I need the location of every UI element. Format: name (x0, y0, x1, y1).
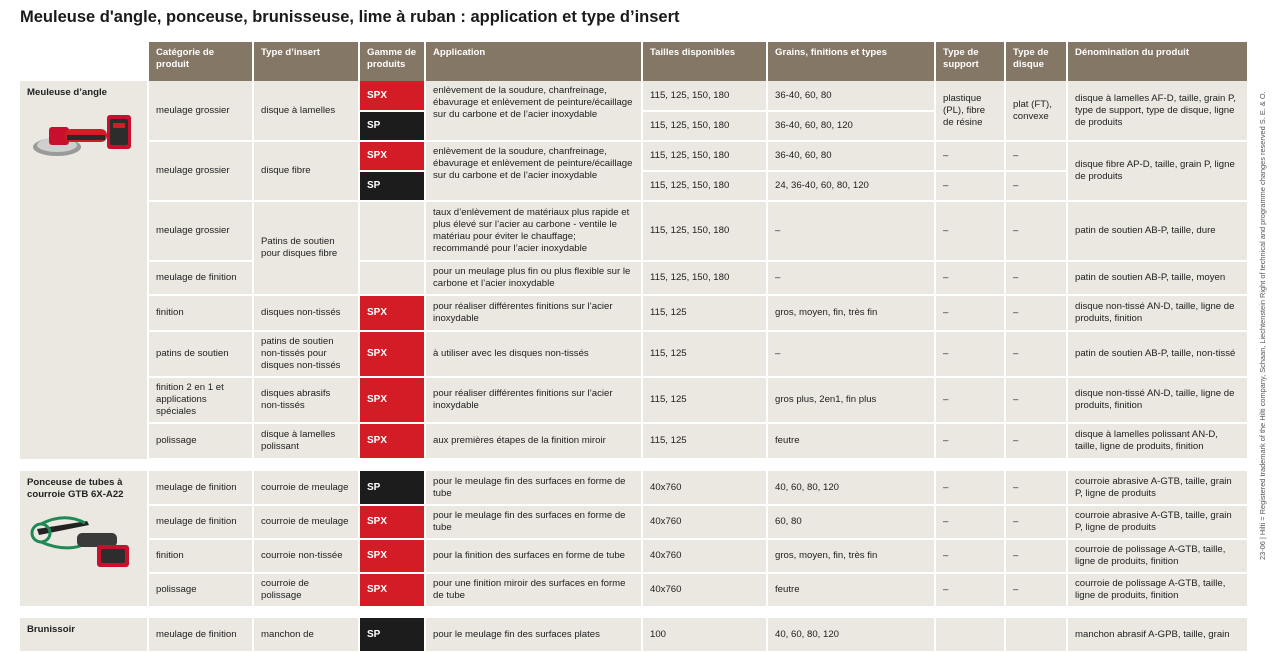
cell-application: enlèvement de la soudure, chanfreinage, ébavurage et enlèvement de peinture/écaillage sur du carbone et de l’acier inoxydable (425, 141, 642, 201)
cell-categorie: finition (148, 295, 253, 331)
cell-tailles: 40x760 (642, 539, 767, 573)
cell-type-insert: disque fibre (253, 141, 359, 201)
cell-grains: 36-40, 60, 80 (767, 141, 935, 171)
cell-type-support: – (935, 573, 1005, 607)
cell-gamme (359, 261, 425, 295)
cell-grains: 60, 80 (767, 505, 935, 539)
header-row (20, 42, 1247, 81)
header-gamme: Gamme de produits (359, 42, 425, 81)
cell-tailles: 115, 125, 150, 180 (642, 81, 767, 111)
cell-type-disque: – (1005, 471, 1067, 505)
header-type-support: Type de support (935, 42, 1005, 81)
table-row (20, 81, 1247, 111)
cell-tailles: 40x760 (642, 505, 767, 539)
gamme-badge-spx: SPX (359, 81, 425, 111)
cell-tailles: 100 (642, 618, 767, 652)
group-cell-angle (20, 81, 148, 460)
header-denomination: Dénomination du produit (1067, 42, 1247, 81)
cell-grains: feutre (767, 573, 935, 607)
cell-grains: 24, 36-40, 60, 80, 120 (767, 171, 935, 201)
cell-tailles: 40x760 (642, 573, 767, 607)
gamme-badge-spx: SPX (359, 377, 425, 423)
cell-type-support: – (935, 539, 1005, 573)
cell-type-disque: – (1005, 141, 1067, 171)
cell-gamme (359, 201, 425, 261)
cell-type-support: – (935, 423, 1005, 459)
cell-grains: 40, 60, 80, 120 (767, 618, 935, 652)
cell-categorie: finition (148, 539, 253, 573)
cell-categorie: meulage grossier (148, 81, 253, 141)
cell-type-disque: – (1005, 423, 1067, 459)
cell-application: pour la finition des surfaces en forme de tube (425, 539, 642, 573)
table-row (20, 201, 1247, 261)
cell-grains: – (767, 331, 935, 377)
cell-categorie: meulage de finition (148, 471, 253, 505)
cell-denomination: patin de soutien AB-P, taille, non-tissé (1067, 331, 1247, 377)
cell-type-insert: manchon de (253, 618, 359, 652)
cell-type-disque: – (1005, 539, 1067, 573)
gamme-badge-sp: SP (359, 471, 425, 505)
insert-table (20, 42, 1247, 653)
cell-tailles: 115, 125, 150, 180 (642, 171, 767, 201)
cell-denomination: patin de soutien AB-P, taille, dure (1067, 201, 1247, 261)
cell-tailles: 115, 125, 150, 180 (642, 261, 767, 295)
cell-application: pour réaliser différentes finitions sur l’acier inoxydable (425, 295, 642, 331)
cell-categorie: finition 2 en 1 et applications spéciales (148, 377, 253, 423)
table-row (20, 141, 1247, 171)
cell-type-support: – (935, 331, 1005, 377)
cell-grains: 36-40, 60, 80, 120 (767, 111, 935, 141)
gamme-badge-spx: SPX (359, 295, 425, 331)
cell-type-support: – (935, 505, 1005, 539)
cell-categorie: polissage (148, 423, 253, 459)
group-label: Meuleuse d’angle (27, 87, 107, 98)
header-blank (20, 42, 148, 81)
cell-application: pour un meulage plus fin ou plus flexible sur le carbone et l’acier inoxydable (425, 261, 642, 295)
cell-denomination: disque fibre AP-D, taille, grain P, ligne de produits (1067, 141, 1247, 201)
cell-grains: 40, 60, 80, 120 (767, 471, 935, 505)
gamme-badge-sp: SP (359, 111, 425, 141)
cell-type-support (935, 618, 1005, 652)
cell-grains: gros plus, 2en1, fin plus (767, 377, 935, 423)
cell-type-insert: disque à lamelles polissant (253, 423, 359, 459)
cell-application: à utiliser avec les disques non-tissés (425, 331, 642, 377)
cell-type-support: – (935, 141, 1005, 171)
table-row (20, 423, 1247, 459)
gamme-badge-sp: SP (359, 618, 425, 652)
group-gap (20, 607, 1247, 618)
header-grains: Grains, finitions et types (767, 42, 935, 81)
group-label: Ponceuse de tubes à courroie GTB 6X-A22 (27, 477, 124, 500)
cell-type-support: – (935, 377, 1005, 423)
table-row (20, 505, 1247, 539)
cell-tailles: 115, 125 (642, 295, 767, 331)
cell-application: pour le meulage fin des surfaces plates (425, 618, 642, 652)
table-row (20, 573, 1247, 607)
cell-type-insert: courroie de meulage (253, 471, 359, 505)
cell-denomination: disque à lamelles polissant AN-D, taille, ligne de produits, finition (1067, 423, 1247, 459)
cell-tailles: 115, 125, 150, 180 (642, 201, 767, 261)
cell-type-disque: – (1005, 377, 1067, 423)
gamme-badge-spx: SPX (359, 539, 425, 573)
cell-grains: gros, moyen, fin, très fin (767, 539, 935, 573)
cell-denomination: manchon abrasif A-GPB, taille, grain (1067, 618, 1247, 652)
cell-denomination: courroie de polissage A-GTB, taille, ligne de produits, finition (1067, 539, 1247, 573)
header-tailles: Tailles disponibles (642, 42, 767, 81)
gamme-badge-spx: SPX (359, 505, 425, 539)
cell-type-disque: – (1005, 331, 1067, 377)
cell-application: pour une finition miroir des surfaces en forme de tube (425, 573, 642, 607)
cell-type-insert: courroie non-tissée (253, 539, 359, 573)
table-row (20, 377, 1247, 423)
cell-type-disque: – (1005, 171, 1067, 201)
cell-grains: gros, moyen, fin, très fin (767, 295, 935, 331)
table-row (20, 618, 1247, 652)
cell-tailles: 40x760 (642, 471, 767, 505)
cell-grains: feutre (767, 423, 935, 459)
cell-grains: 36-40, 60, 80 (767, 81, 935, 111)
cell-type-disque: – (1005, 573, 1067, 607)
cell-type-disque (1005, 618, 1067, 652)
cell-application: pour le meulage fin des surfaces en forme de tube (425, 471, 642, 505)
cell-categorie: meulage grossier (148, 201, 253, 261)
side-note-text: 23-06 | Hilti = Registered trademark of the Hilti company, Schaan, Liechtenstein Right of technical and programme changes reserved S. E. & O. (1258, 91, 1267, 560)
header-type-insert: Type d’insert (253, 42, 359, 81)
page-title: Meuleuse d'angle, ponceuse, brunisseuse, lime à ruban : application et type d’insert (20, 8, 680, 26)
table-row (20, 539, 1247, 573)
header-categorie: Catégorie de produit (148, 42, 253, 81)
gamme-badge-sp: SP (359, 171, 425, 201)
cell-denomination: disque à lamelles AF-D, taille, grain P, type de support, type de disque, ligne de produits (1067, 81, 1247, 141)
cell-tailles: 115, 125 (642, 377, 767, 423)
cell-categorie: patins de soutien (148, 331, 253, 377)
cell-denomination: disque non-tissé AN-D, taille, ligne de produits, finition (1067, 295, 1247, 331)
cell-tailles: 115, 125, 150, 180 (642, 141, 767, 171)
cell-grains: – (767, 201, 935, 261)
cell-application: pour le meulage fin des surfaces en forme de tube (425, 505, 642, 539)
cell-type-insert: courroie de polissage (253, 573, 359, 607)
cell-denomination: courroie de polissage A-GTB, taille, ligne de produits, finition (1067, 573, 1247, 607)
cell-categorie: polissage (148, 573, 253, 607)
cell-type-disque: – (1005, 201, 1067, 261)
cell-type-insert: disque à lamelles (253, 81, 359, 141)
header-type-disque: Type de disque (1005, 42, 1067, 81)
cell-denomination: disque non-tissé AN-D, taille, ligne de produits, finition (1067, 377, 1247, 423)
cell-type-insert: patins de soutien non-tissés pour disques non-tissés (253, 331, 359, 377)
cell-application: taux d’enlèvement de matériaux plus rapide et plus élevé sur l’acier au carbone - ventile le matériau pour éviter le chauffage; recommandé pour l’acier inoxydable (425, 201, 642, 261)
cell-tailles: 115, 125, 150, 180 (642, 111, 767, 141)
cell-type-insert: courroie de meulage (253, 505, 359, 539)
cell-type-support: plastique (PL), fibre de résine (935, 81, 1005, 141)
group-cell-brun: Brunissoir (20, 618, 148, 652)
table-row (20, 331, 1247, 377)
cell-tailles: 115, 125 (642, 331, 767, 377)
gamme-badge-spx: SPX (359, 141, 425, 171)
cell-type-insert: disques abrasifs non-tissés (253, 377, 359, 423)
cell-type-disque: – (1005, 261, 1067, 295)
gamme-badge-spx: SPX (359, 573, 425, 607)
table-row (20, 471, 1247, 505)
table-row (20, 261, 1247, 295)
cell-categorie: meulage de finition (148, 618, 253, 652)
cell-tailles: 115, 125 (642, 423, 767, 459)
belt-sander-icon (27, 511, 137, 581)
group-gap (20, 460, 1247, 471)
cell-type-insert: Patins de soutien pour disques fibre (253, 201, 359, 295)
cell-grains: – (767, 261, 935, 295)
cell-type-disque: – (1005, 505, 1067, 539)
cell-type-insert: disques non-tissés (253, 295, 359, 331)
table-row (20, 295, 1247, 331)
gamme-badge-spx: SPX (359, 331, 425, 377)
angle-grinder-icon (27, 109, 137, 165)
header-application: Application (425, 42, 642, 81)
cell-categorie: meulage de finition (148, 505, 253, 539)
cell-application: aux premières étapes de la finition miroir (425, 423, 642, 459)
cell-application: pour réaliser différentes finitions sur l’acier inoxydable (425, 377, 642, 423)
cell-denomination: courroie abrasive A-GTB, taille, grain P, ligne de produits (1067, 505, 1247, 539)
group-cell-tubes (20, 471, 148, 607)
cell-type-support: – (935, 295, 1005, 331)
side-note (1258, 40, 1274, 560)
cell-application: enlèvement de la soudure, chanfreinage, ébavurage et enlèvement de peinture/écaillage sur du carbone et de l’acier inoxydable (425, 81, 642, 141)
cell-type-support: – (935, 171, 1005, 201)
cell-categorie: meulage grossier (148, 141, 253, 201)
cell-denomination: patin de soutien AB-P, taille, moyen (1067, 261, 1247, 295)
cell-type-disque: – (1005, 295, 1067, 331)
cell-type-support: – (935, 261, 1005, 295)
cell-type-support: – (935, 201, 1005, 261)
cell-type-disque: plat (FT), convexe (1005, 81, 1067, 141)
cell-categorie: meulage de finition (148, 261, 253, 295)
gamme-badge-spx: SPX (359, 423, 425, 459)
cell-denomination: courroie abrasive A-GTB, taille, grain P, ligne de produits (1067, 471, 1247, 505)
cell-type-support: – (935, 471, 1005, 505)
